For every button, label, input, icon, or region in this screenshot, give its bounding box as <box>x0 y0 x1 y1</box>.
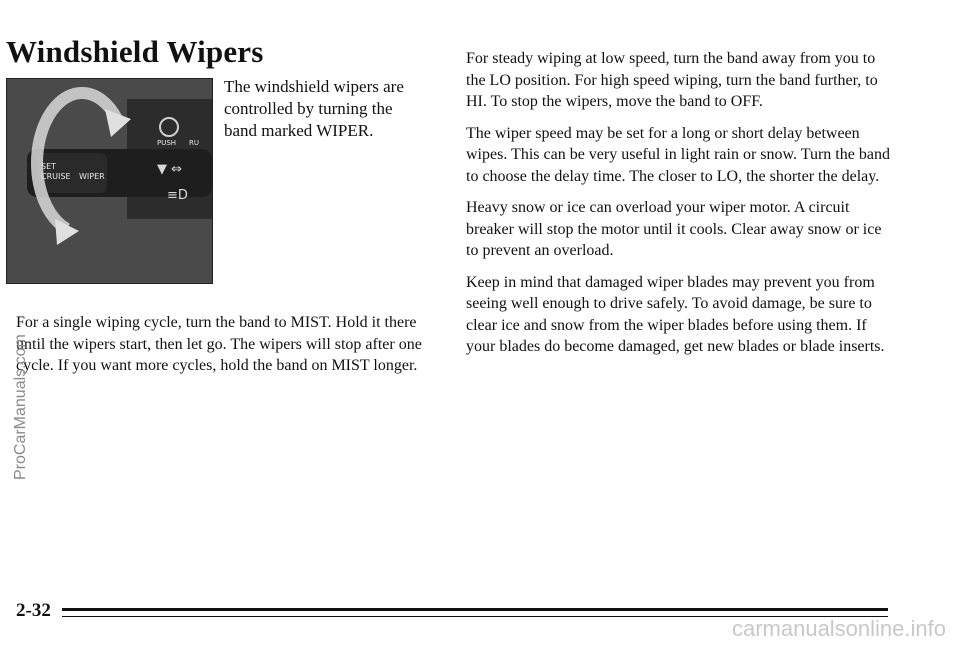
photo-label-ru: RU <box>189 139 199 147</box>
svg-text:▼ ⇔: ▼ ⇔ <box>157 162 183 177</box>
photo-label-push: PUSH <box>157 139 177 147</box>
photo-label-cruise: CRUISE <box>41 172 71 181</box>
page-number: 2-32 <box>16 600 51 621</box>
delay-paragraph: The wiper speed may be set for a long or short delay between wipes. This can be very useful in light rain or snow. Turn the band to choose the delay time. The closer to LO, the shorter the delay. <box>466 124 890 185</box>
wiper-control-photo <box>6 78 213 284</box>
wiper-stalk-illustration <box>7 79 212 283</box>
svg-text:≡D: ≡D <box>167 188 188 203</box>
side-watermark: ProCarManuals.com <box>12 334 29 480</box>
mist-paragraph: For a single wiping cycle, turn the band to MIST. Hold it there until the wipers start, then let go. The wipers will stop after one cycle. If you want more cycles, hold the band on MIST longer. <box>16 314 422 374</box>
photo-label-wiper: WIPER <box>79 172 105 181</box>
blades-paragraph: Keep in mind that damaged wiper blades may prevent you from seeing well enough to drive safely. To avoid damage, be sure to clear ice and snow from the wiper blades before using them. If your blades do become damaged, get new blades or blade inserts. <box>466 273 885 355</box>
right-column <box>466 48 896 368</box>
footer-rule <box>62 608 888 611</box>
bottom-watermark: carmanualsonline.info <box>731 616 946 641</box>
overload-paragraph: Heavy snow or ice can overload your wiper motor. A circuit breaker will stop the motor until it cools. Clear away snow or ice to prevent an overload. <box>466 199 882 259</box>
photo-label-set: SET <box>41 162 57 171</box>
speed-paragraph: For steady wiping at low speed, turn the band away from you to the LO position. For high speed wiping, turn the band further, to HI. To stop the wipers, move the band to OFF. <box>466 50 878 110</box>
page-title: Windshield Wipers <box>6 34 264 69</box>
intro-paragraph: The windshield wipers are controlled by turning the band marked WIPER. <box>224 77 404 140</box>
